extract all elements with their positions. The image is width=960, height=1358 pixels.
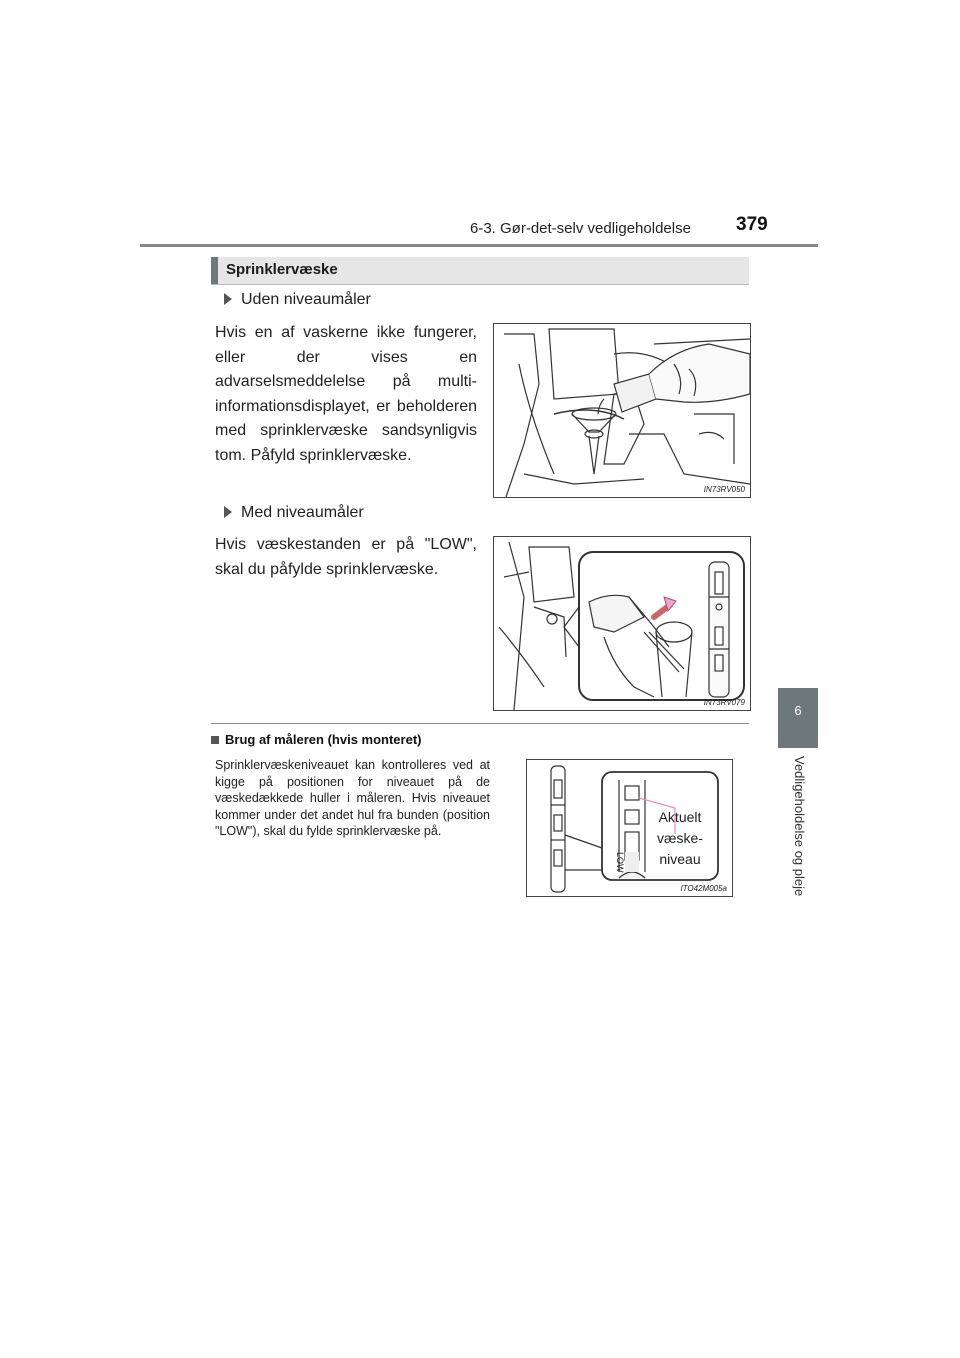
- item-heading: [224, 504, 364, 522]
- square-bullet-icon: [211, 736, 219, 744]
- running-header-section: 6-3. Gør-det-selv vedligeholdelse: [470, 220, 691, 237]
- item-paragraph: Hvis væskestanden er på "LOW", skal du påfylde sprinklervæske.: [215, 536, 477, 578]
- section-title-bar: [211, 257, 749, 285]
- section-title: Sprinklervæske: [226, 261, 338, 278]
- item-heading-text: Uden niveaumåler: [241, 291, 371, 308]
- note-title: [211, 732, 422, 747]
- triangle-bullet-icon: [224, 506, 232, 518]
- level-gauge-illustration: [494, 537, 750, 710]
- triangle-bullet-icon: [224, 293, 232, 305]
- section-divider: [211, 723, 749, 724]
- figure-level-gauge: [493, 536, 751, 711]
- chapter-label-text: Vedligeholdelse og pleje: [792, 756, 807, 897]
- section-title-accent: [211, 257, 218, 284]
- page-number: 379: [736, 214, 768, 235]
- header-rule: [140, 244, 818, 247]
- chapter-tab: 6: [778, 688, 818, 748]
- figure-refill-funnel: [493, 323, 751, 498]
- figure-code: ITO42M005a: [680, 884, 727, 893]
- callout-label: Aktuelt væske-niveau: [657, 809, 703, 867]
- note-paragraph: Sprinklervæskeniveauet kan kontrolleres ved at kigge på positionen for niveauet på de væskedækkede huller i måleren. Hvis niveauet kommer under det andet hul fra bunden (position "LOW"), skal du fylde sprinklervæske på.: [215, 758, 490, 839]
- figure-code: IN73RV079: [703, 698, 745, 707]
- figure-code: IN73RV050: [703, 485, 745, 494]
- item-paragraph: Hvis en af vaskerne ikke fungerer, eller der vises en advarselsmeddelelse på multi-informationsdisplayet, er beholderen med sprinklervæske sandsynligvis tom. Påfyld sprinklervæske.: [215, 324, 477, 464]
- note-title-text: Brug af måleren (hvis monteret): [225, 732, 422, 747]
- refill-funnel-illustration: [494, 324, 750, 497]
- item-heading-text: Med niveaumåler: [241, 504, 364, 521]
- gauge-low-label: LOW: [615, 852, 625, 873]
- item-heading: [224, 291, 371, 309]
